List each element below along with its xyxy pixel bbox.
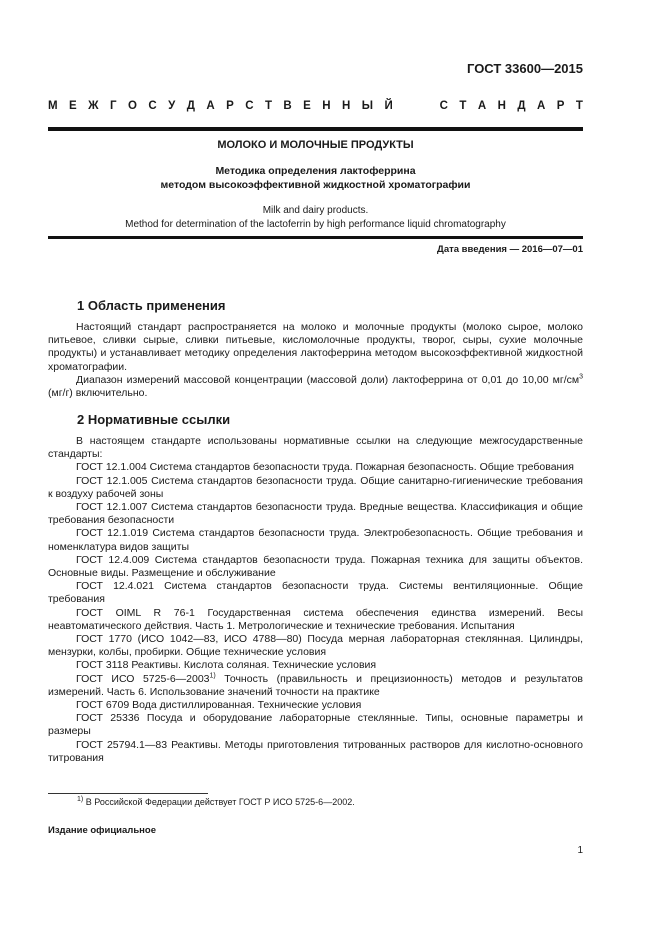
banner-letter: О [127,100,137,112]
banner-letter: Г [109,100,117,112]
reference-item: ГОСТ 25794.1—83 Реактивы. Методы приготовления титрованных растворов для кислотно-основного титрования [48,738,583,764]
paragraph: Настоящий стандарт распространяется на молоко и молочные продукты (молоко сырое, молоко питьевое, сливки сырые, сливки питьевые, кисломолочные продукты, творог, сыры, сухие молочные продукты) и устанавливает методику определения лактоферрина методом высокоэффективной жидкостной хроматографии. [48,321,583,373]
reference-item: ГОСТ OIML R 76-1 Государственная система обеспечения единства измерений. Весы неавтоматического действия. Часть 1. Метрологические и технические требования. Испытания [48,606,583,632]
footnote-ref: 1) [209,672,216,680]
paragraph-text: Диапазон измерений массовой концентрации (массовой доли) лактоферрина от 0,01 до 10,00 мг/см [76,373,580,386]
reference-item: ГОСТ 1770 (ИСО 1042—83, ИСО 4788—80) Посуда мерная лабораторная стеклянная. Цилиндры, мензурки, колбы, пробирки. Общие технические условия [48,633,583,659]
word-gap [404,100,428,112]
official-edition-label: Издание официальное [48,825,156,836]
banner-letter: Й [384,100,393,112]
footnote-separator [48,793,208,794]
english-title-line: Method for determination of the lactoferrin by high performance liquid chromatography [125,219,506,230]
banner-letter: В [283,100,292,112]
superscript: 3 [579,373,583,381]
reference-text: ГОСТ ИСО 5725-6—2003 [76,672,210,685]
reference-item [48,673,583,699]
banner-letter: Н [497,100,506,112]
banner-letter: Р [556,100,565,112]
banner-letter: С [439,100,448,112]
banner-letter: Е [303,100,311,112]
banner-letter: А [477,100,487,112]
banner-letter: Т [264,100,272,112]
section-1-heading: 1 Область применения [77,298,226,313]
banner-letter: С [148,100,157,112]
english-title-line: Milk and dairy products. [262,205,369,216]
paragraph: В настоящем стандарте использованы нормативные ссылки на следующие межгосударственные стандарты: [48,435,583,461]
subtitle-line: методом высокоэффективной жидкостной хроматографии [160,179,471,191]
banner-letter: Н [322,100,331,112]
footnote-mark: 1) [77,796,84,803]
footnote-text: В Российской Федерации действует ГОСТ Р ИСО 5725-6—2002. [83,797,355,807]
introduction-date: Дата введения — 2016—07—01 [437,244,583,255]
reference-item: ГОСТ 12.1.005 Система стандартов безопасности труда. Общие санитарно-гигиенические требования к воздуху рабочей зоны [48,474,583,500]
banner-letter: Т [459,100,467,112]
page-number: 1 [577,845,583,856]
reference-item: ГОСТ 12.1.007 Система стандартов безопасности труда. Вредные вещества. Классификация и общие требования безопасности [48,501,583,527]
document-title: МОЛОКО И МОЛОЧНЫЕ ПРОДУКТЫ [217,139,414,151]
reference-item: ГОСТ 3118 Реактивы. Кислота соляная. Технические условия [76,659,377,672]
title-bottom-rule [48,236,583,239]
top-thick-rule [48,127,583,131]
paragraph [48,374,583,400]
banner-letter: Ы [361,100,374,112]
banner-letter: Т [575,100,583,112]
banner-letter: Д [186,100,195,112]
section-2-body [48,435,583,765]
interstate-standard-banner [48,100,583,112]
document-subtitle [48,164,583,192]
banner-letter: Д [517,100,526,112]
banner-letter: Н [342,100,351,112]
banner-letter: А [206,100,215,112]
banner-letter: М [48,100,58,112]
english-title [48,204,583,232]
reference-text: Точность (правильность и прецизионность) методов и результатов измерений. Часть 6. Использование значений точности на практике [48,672,583,698]
reference-item: ГОСТ 12.1.004 Система стандартов безопасности труда. Пожарная безопасность. Общие требования [76,461,574,474]
banner-letter: Р [226,100,234,112]
section-1-body [48,321,583,400]
reference-item: ГОСТ 6709 Вода дистиллированная. Технические условия [76,699,362,712]
reference-item: ГОСТ 25336 Посуда и оборудование лабораторные стеклянные. Типы, основные параметры и размеры [48,712,583,738]
standard-code: ГОСТ 33600—2015 [467,61,583,76]
banner-letter: С [245,100,254,112]
reference-item: ГОСТ 12.1.019 Система стандартов безопасности труда. Электробезопасность. Общие требования и номенклатура видов защиты [48,527,583,553]
banner-letter: Е [69,100,77,112]
banner-letter: Ж [88,100,99,112]
reference-item: ГОСТ 12.4.009 Система стандартов безопасности труда. Пожарная техника для защиты объектов. Основные виды. Размещение и обслуживание [48,553,583,580]
paragraph-text: (мг/г) включительно. [48,387,148,400]
banner-letter: У [168,100,176,112]
subtitle-line: Методика определения лактоферрина [215,165,416,177]
reference-item: ГОСТ 12.4.021 Система стандартов безопасности труда. Системы вентиляционные. Общие требования [48,580,583,606]
banner-letter: А [536,100,546,112]
section-2-heading: 2 Нормативные ссылки [77,412,231,427]
footnote [77,797,355,807]
